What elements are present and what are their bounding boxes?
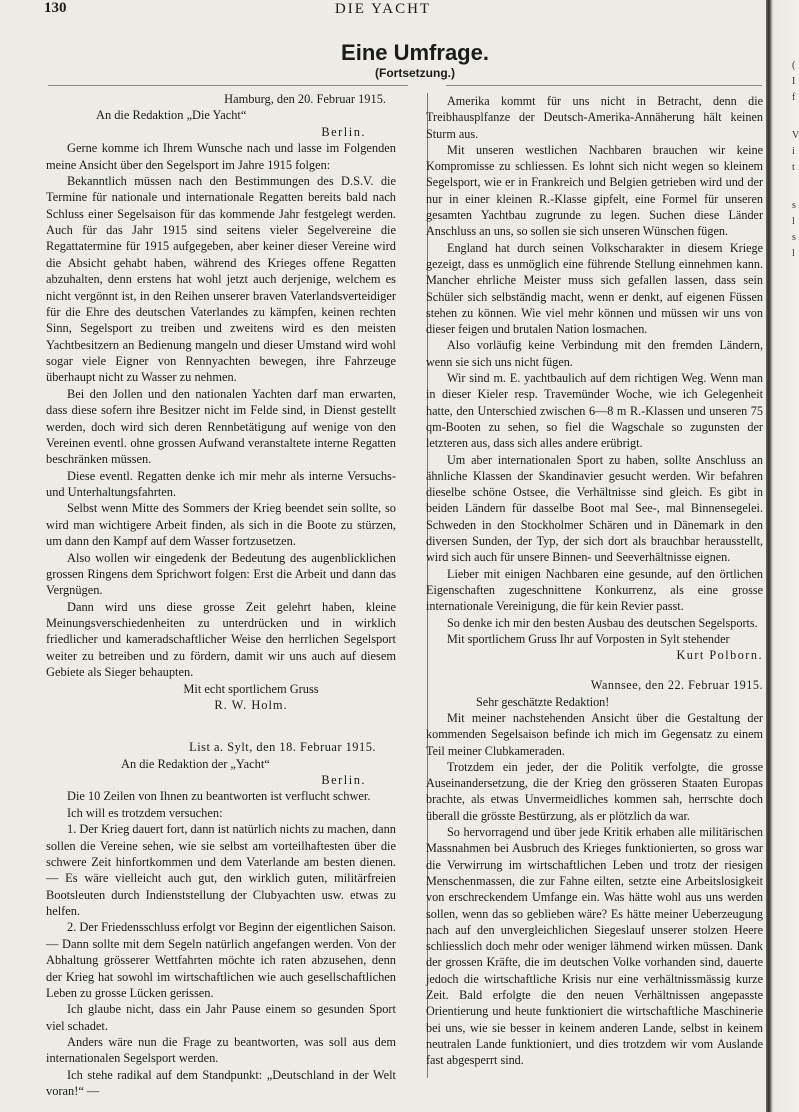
letter2-paragraph: Ich glaube nicht, dass ein Jahr Pause einem so gesunden Sport viel schadet. xyxy=(46,1002,396,1033)
left-column xyxy=(46,91,396,1100)
letter1-place-date: Hamburg, den 20. Februar 1915. xyxy=(224,92,386,106)
letter1-paragraph: Dann wird uns diese grosse Zeit gelehrt haben, kleine Meinungsverschiedenheiten zu unterdrücken und in wirklich friedlicher und kameradschaftlicher Weise den herrlichen Segelsport weiter zu betreiben und zu fördern, damit wir uns auch auf diesem Gebiete als Sieger behaupten. xyxy=(46,599,396,680)
letter3-place-date: Wannsee, den 22. Februar 1915. xyxy=(590,678,763,693)
letter1-address: An die Redaktion „Die Yacht“ xyxy=(96,108,247,123)
right-column xyxy=(426,93,763,1069)
letter3-paragraph: So hervorragend und über jede Kritik erhaben alle militärischen Massnahmen bei Ausbruch des Krieges funktionierten, so gross war die Verwirrung im wirtschaftlichen Leben und trotz der riesigen Menschenmassen, die zur Fahne eilten, setzte eine Arbeitslosigkeit von erschreckendem Umfange ein. Was hätte wohl aus uns werden sollen, wenn das so geblieben wäre? Es hätte meiner Ueberzeugung nach auf den unvergleichlichen Siegeslauf unserer stolzen Heere schliesslich doch mehr oder weniger lähmend wirken müssen. Dank der grossen Kräfte, die im deutschen Volke vorhanden sind, dauerte jedoch die wirtschaftliche Krisis nur eine verhältnissmässig kurze Zeit. Bald erfolgte die den neuen Verhältnissen angepasste Orientierung und heute funktioniert die wirtschaftliche Maschinerie bei uns, wie sie besser in keinem anderen Lande, selbst in keinem neutralen Lande funktioniert, und dies trotzdem wir vom Auslande fast abgesperrt sind. xyxy=(426,825,763,1068)
letter2-paragraph: Lieber mit einigen Nachbaren eine gesunde, auf den örtlichen Eigenschaften zugeschnittene Konkurrenz, als eine grosse internationale Vereinigung, die für kein Revier passt. xyxy=(426,566,763,614)
letter1-paragraph: Also wollen wir eingedenk der Bedeutung des augenblicklichen grossen Ringens dem Sprichwort folgen: Erst die Arbeit und dann das Vergnügen. xyxy=(46,550,396,598)
edge-fragment: i xyxy=(792,146,795,157)
page-number: 130 xyxy=(44,0,67,16)
letter1-paragraph: Bekanntlich müssen nach den Bestimmungen des D.S.V. die Termine für nationale und internationale Regatten bereits bald nach Schluss einer Segelsaison für das kommende Jahr festgelegt werden. Auch für das Jahr 1915 sind seitens vieler Segelvereine die Regattatermine für 1915 aufgegeben, aber keiner dieser Vereine wird die Absicht gehabt haben, während des Krieges offene Regatten abzuhalten, denn erstens hat wohl jetzt auch derjenige, welchem es nicht vergönnt ist, in den Reihen unserer braven Vaterlandsverteidiger für die Ehre des deutschen Vaterlandes zu kämpfen, keinen rechten Sinn, Segelsport zu treiben und zweitens wird es den meisten Yachtbesitzern an Bedienung mangeln und dieser Umstand wird wohl sogar viele Eigner von Rennyachten bewegen, ihre Fahrzeuge überhaupt nicht zu Wasser zu nehmen. xyxy=(46,173,396,385)
edge-fragment: V xyxy=(792,130,799,141)
letter2-paragraph: Wir sind m. E. yachtbaulich auf dem richtigen Weg. Wenn man in dieser Kieler resp. Travemünder Woche, wie ich Gelegenheit hatte, den Unterschied zwischen 6—8 m R.-Klassen und unseren 75 qm-Booten zu sehen, so fiel die Wagschale so zugunsten der letzteren aus, dass sich alles andere erübrigt. xyxy=(426,371,763,451)
title-rule-right xyxy=(446,85,762,86)
letter2-paragraph: 2. Der Friedensschluss erfolgt vor Beginn der eigentlichen Saison. — Dann sollte mit dem Segeln natürlich angefangen werden. Von der Abhaltung grösserer Wettfahrten möchte ich raten abzusehen, denn der Krieg hat sowohl im wirtschaftlichen wie auch gesellschaftlichen Leben zu grosse Lücken gerissen. xyxy=(46,920,396,1000)
title-rule-left xyxy=(48,85,408,86)
letter2-paragraph: Anders wäre nun die Frage zu beantworten, was soll aus dem internationalen Segelsport werden. xyxy=(46,1035,396,1066)
letter1-closing: Mit echt sportlichem Gruss xyxy=(183,681,319,696)
letter2-paragraph: Um aber internationalen Sport zu haben, sollte Anschluss an ähnliche Klassen der Skandinavier gesucht werden. Wir befahren dieselbe schöne Ostsee, die Verhältnisse sind gleich. Es gibt in beiden Ländern für dasselbe Boot mal See-, mal Binnensegelei. Schweden in den Stockholmer Schären und in Dänemark in den diversen Sunden, der Typ, der sich dort als brauchbar herausstellt, wird sich auch für unsere Binnen- und Seeverhältnisse eignen. xyxy=(426,452,763,565)
facing-page-edge xyxy=(766,0,799,1112)
letter2-paragraph: So denke ich mir den besten Ausbau des deutschen Segelsports. xyxy=(447,615,758,630)
spacer xyxy=(46,713,396,739)
letter1-paragraph: Selbst wenn Mitte des Sommers der Krieg beendet sein sollte, so wird man wichtigere Arbeit finden, als sich in die Boote zu stürzen, um dann den Kampf auf dem Wasser fortzusetzen. xyxy=(46,501,396,549)
letter3-paragraph: Mit meiner nachstehenden Ansicht über die Gestaltung der kommenden Segelsaison befinde ich mich im Gegensatz zu einem Teil meiner Clubkameraden. xyxy=(426,710,763,758)
letter1-paragraph: Gerne komme ich Ihrem Wunsche nach und lasse im Folgenden meine Ansicht über den Segelsport im Jahre 1915 folgen: xyxy=(46,141,396,172)
letter2-paragraph: Amerika kommt für uns nicht in Betracht, denn die Treibhausplfanze der Deutsch-Amerika-Annäherung hält keinen Sturm aus. xyxy=(426,94,763,141)
letter2-paragraph: Die 10 Zeilen von Ihnen zu beantworten ist verflucht schwer. xyxy=(67,789,371,804)
letter2-paragraph: Mit unseren westlichen Nachbaren brauchen wir keine Kompromisse zu schliessen. Es lohnt sich nicht wegen so kleinem Segelsport, wie er in Frankreich und Belgien getrieben wird und der nur in einer kleinen R.-Klasse gipfelt, eine Formel für unseren gesamten Yachtbau zugrunde zu legen. Suchen diese Länder Anschluss an uns, so sollen sie sich unseren Wünschen fügen. xyxy=(426,142,763,239)
article-title: Eine Umfrage. xyxy=(341,40,489,65)
letter2-paragraph: Also vorläufig keine Verbindung mit den fremden Ländern, wenn sie sich uns nicht fügen. xyxy=(426,338,763,369)
edge-fragment: f xyxy=(792,92,796,103)
letter3-paragraph: Trotzdem ein jeder, der die Politik verfolgte, die grosse Auseinandersetzung, die der Krieg den grösseren Staaten Europas brachte, als etwas Unvermeidliches kommen sah, herrschte doch überall die grösste Bestürzung, als er plötzlich da war. xyxy=(426,759,763,823)
letter3-salutation: Sehr geschätzte Redaktion! xyxy=(476,694,610,709)
letter2-address: An die Redaktion der „Yacht“ xyxy=(121,756,270,771)
edge-fragment: ( xyxy=(792,60,796,71)
letter2-paragraph: Ich will es trotzdem versuchen: xyxy=(67,805,223,820)
letter2-paragraph: England hat durch seinen Volkscharakter in diesem Kriege gezeigt, dass es unmöglich eine führende Stellung einnehmen kann. Mancher ehrliche Meister muss sich gefallen lassen, dass sein Schüler sich selbständig macht, wenn er denkt, auf eigenen Füssen stehen zu können. Wie viel mehr können und müssen wir uns von dieser feigen und brutalen Nation losmachen. xyxy=(426,240,763,337)
letter2-paragraph: Ich stehe radikal auf dem Standpunkt: „Deutschland in der Welt voran!“ — xyxy=(46,1067,396,1099)
letter2-place-date: List a. Sylt, den 18. Februar 1915. xyxy=(189,740,376,755)
letter1-paragraph: Diese eventl. Regatten denke ich mir mehr als interne Versuchs- und Unterhaltungsfahrten. xyxy=(46,468,396,499)
running-head: DIE YACHT xyxy=(334,1,432,17)
edge-fragment: t xyxy=(792,162,795,173)
letter1-signature: R. W. Holm. xyxy=(214,697,288,712)
edge-fragment: s xyxy=(792,232,796,243)
article-subtitle: (Fortsetzung.) xyxy=(375,66,455,80)
edge-fragment: l xyxy=(792,216,795,227)
letter2-paragraph: 1. Der Krieg dauert fort, dann ist natürlich nichts zu machen, dann sollen die Vereine sehen, wie sie selbst am vorteilhaftesten über die schwere Zeit hinfortkommen und dem Vaterlande am besten dienen. — Es wäre vielleicht auch gut, den wirklich guten, militärfreien Bootsleuten durch Indienststellung der Clubyachten usw. etwas zu helfen. xyxy=(46,822,396,918)
edge-fragment: l xyxy=(792,248,795,259)
edge-fragment: s xyxy=(792,200,796,211)
letter2-closing: Mit sportlichem Gruss Ihr auf Vorposten in Sylt stehender xyxy=(447,631,730,646)
edge-fragment: I xyxy=(792,76,796,87)
letter2-signature: Kurt Polborn. xyxy=(676,648,763,663)
letter2-city: Berlin. xyxy=(321,773,366,787)
letter1-city: Berlin. xyxy=(321,124,366,139)
letter1-paragraph: Bei den Jollen und den nationalen Yachten darf man erwarten, dass diese sofern ihre Besitzer nicht im Felde sind, in Dienst gestellt werden, doch wird sich deren Rennbetätigung auf wenige von den Vereinen eventl. ohne grossen Aufwand veranstaltete interne Regatten beschränken müssen. xyxy=(46,386,396,467)
spacer xyxy=(426,663,763,677)
